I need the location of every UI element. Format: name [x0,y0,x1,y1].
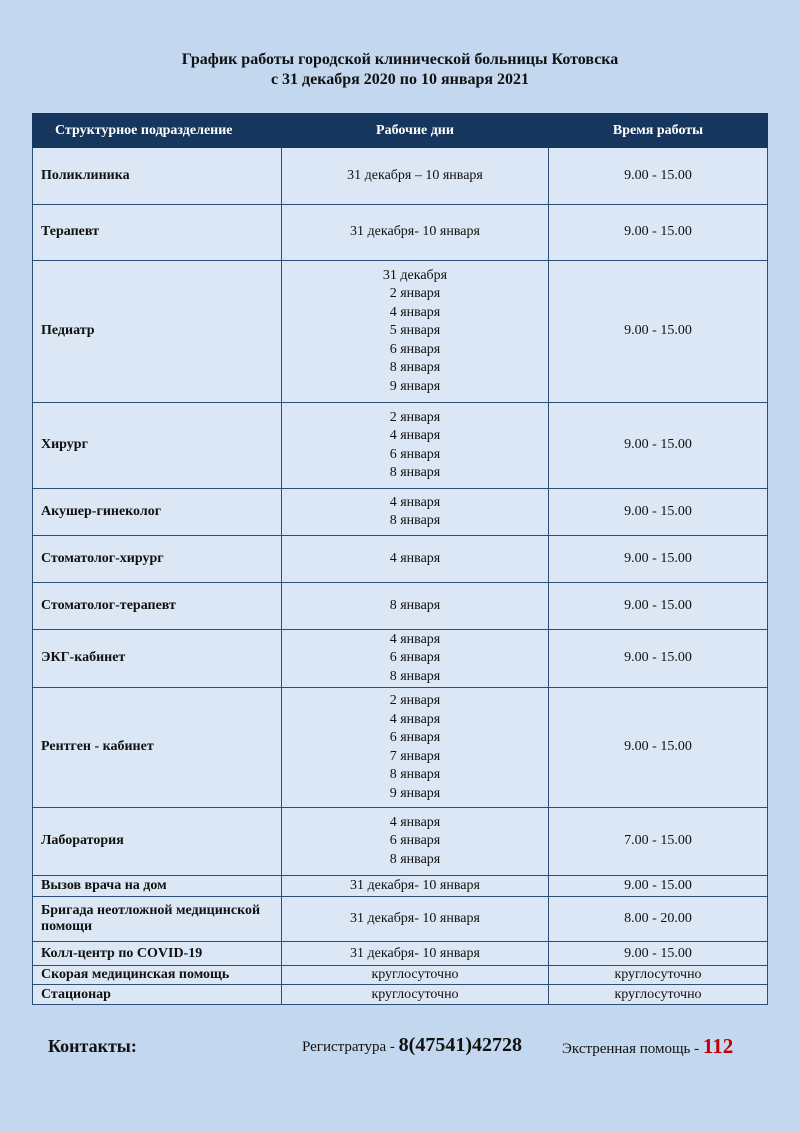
table-row [33,403,768,489]
working-days [282,897,549,942]
working-day: 31 декабря [382,267,448,283]
table-row [33,489,768,536]
page-title [0,50,800,90]
emergency-contact [562,1034,733,1059]
department-name: Вызов врача на дом [33,876,282,897]
working-day: 9 января [389,378,441,394]
department-name: Стационар [33,985,282,1005]
working-day: 2 января [389,286,441,302]
table-row [33,536,768,583]
working-day: 9 января [389,785,441,801]
working-day: 5 января [389,323,441,339]
working-day: 31 декабря- 10 января [350,878,480,893]
working-day: 7 января [389,748,441,764]
department-name: Стоматолог-хирург [33,536,282,583]
working-hours: круглосуточно [549,966,768,985]
header-department: Структурное подразделение [33,114,282,148]
working-hours: 9.00 - 15.00 [549,489,768,536]
working-hours: 9.00 - 15.00 [549,583,768,630]
table-row [33,205,768,261]
schedule-table [32,113,768,1005]
department-name: Стоматолог-терапевт [33,583,282,630]
department-name: Педиатр [33,261,282,403]
working-day: 6 января [389,650,441,666]
working-day: 8 января [389,767,441,782]
working-hours: 9.00 - 15.00 [549,688,768,808]
working-days [282,536,549,583]
working-day: 2 января [389,409,441,425]
working-day: 4 января [389,304,441,320]
emergency-phone[interactable]: 112 [702,1034,734,1058]
working-hours: 9.00 - 15.00 [549,942,768,966]
working-day: 8 января [389,465,441,480]
working-days [282,403,549,489]
working-days [282,808,549,876]
working-hours: 9.00 - 15.00 [549,536,768,583]
working-hours: 9.00 - 15.00 [549,630,768,688]
table-row [33,583,768,630]
working-hours: 9.00 - 15.00 [549,148,768,205]
working-day: 4 января [389,494,441,510]
working-hours: 9.00 - 15.00 [549,205,768,261]
department-name: Рентген - кабинет [33,688,282,808]
contacts-label: Контакты: [48,1036,137,1056]
working-days [282,489,549,536]
working-day: 6 января [389,833,441,849]
department-name: Поликлиника [33,148,282,205]
working-day: 31 декабря – 10 января [347,167,483,183]
contacts-footer [48,1034,758,1064]
title-line-2: с 31 декабря 2020 по 10 января 2021 [270,71,530,88]
working-day: 6 января [389,730,441,745]
working-day: 31 декабря- 10 января [350,945,480,961]
table-row [33,985,768,1005]
working-day: 31 декабря- 10 января [350,224,480,240]
department-name: Скорая медицинская помощь [33,966,282,985]
working-days [282,205,549,261]
working-days [282,966,549,985]
table-row [33,897,768,942]
emergency-label: Экстренная помощь - [562,1041,700,1057]
header-working-days: Рабочие дни [282,114,549,148]
working-day: 8 января [389,513,441,528]
table-row [33,630,768,688]
working-day: 8 января [389,597,441,613]
table-row [33,261,768,403]
working-days [282,630,549,688]
department-name: Акушер-гинеколог [33,489,282,536]
working-day: 8 января [389,851,441,867]
working-day: 4 января [389,550,441,566]
working-days [282,148,549,205]
working-day: 4 января [389,711,441,727]
table-row [33,148,768,205]
working-day: 6 января [389,446,441,462]
registry-contact [302,1034,522,1057]
working-days [282,876,549,897]
working-hours: круглосуточно [549,985,768,1005]
working-days [282,688,549,808]
working-hours: 9.00 - 15.00 [549,403,768,489]
working-day: 4 января [389,814,441,830]
working-days [282,985,549,1005]
working-days [282,583,549,630]
header-working-hours: Время работы [549,114,768,148]
table-row [33,966,768,985]
department-name: Терапевт [33,205,282,261]
table-row [33,876,768,897]
table-row [33,688,768,808]
working-days [282,942,549,966]
department-name: Лаборатория [33,808,282,876]
department-name: Хирург [33,403,282,489]
working-day: 2 января [389,693,441,708]
working-days [282,261,549,403]
title-line-1: График работы городской клинической больницы Котовска [181,51,619,68]
working-hours: 9.00 - 15.00 [549,261,768,403]
table-row [33,808,768,876]
working-day: круглосуточно [371,986,459,1002]
department-name: Бригада неотложной медицинской помощи [33,897,282,942]
department-name: Колл-центр по COVID-19 [33,942,282,966]
working-day: 8 января [389,668,441,684]
registry-phone[interactable]: 8(47541)42728 [398,1034,522,1056]
table-header-row [33,114,768,148]
working-hours: 7.00 - 15.00 [549,808,768,876]
working-hours: 9.00 - 15.00 [549,876,768,897]
working-day: 4 января [389,428,441,443]
working-day: 4 января [389,631,441,647]
working-day: 6 января [389,341,441,357]
department-name: ЭКГ-кабинет [33,630,282,688]
working-hours: 8.00 - 20.00 [549,897,768,942]
registry-label: Регистратура - [302,1039,395,1055]
working-day: круглосуточно [371,967,459,982]
table-row [33,942,768,966]
working-day: 8 января [389,360,441,376]
working-day: 31 декабря- 10 января [350,911,480,926]
